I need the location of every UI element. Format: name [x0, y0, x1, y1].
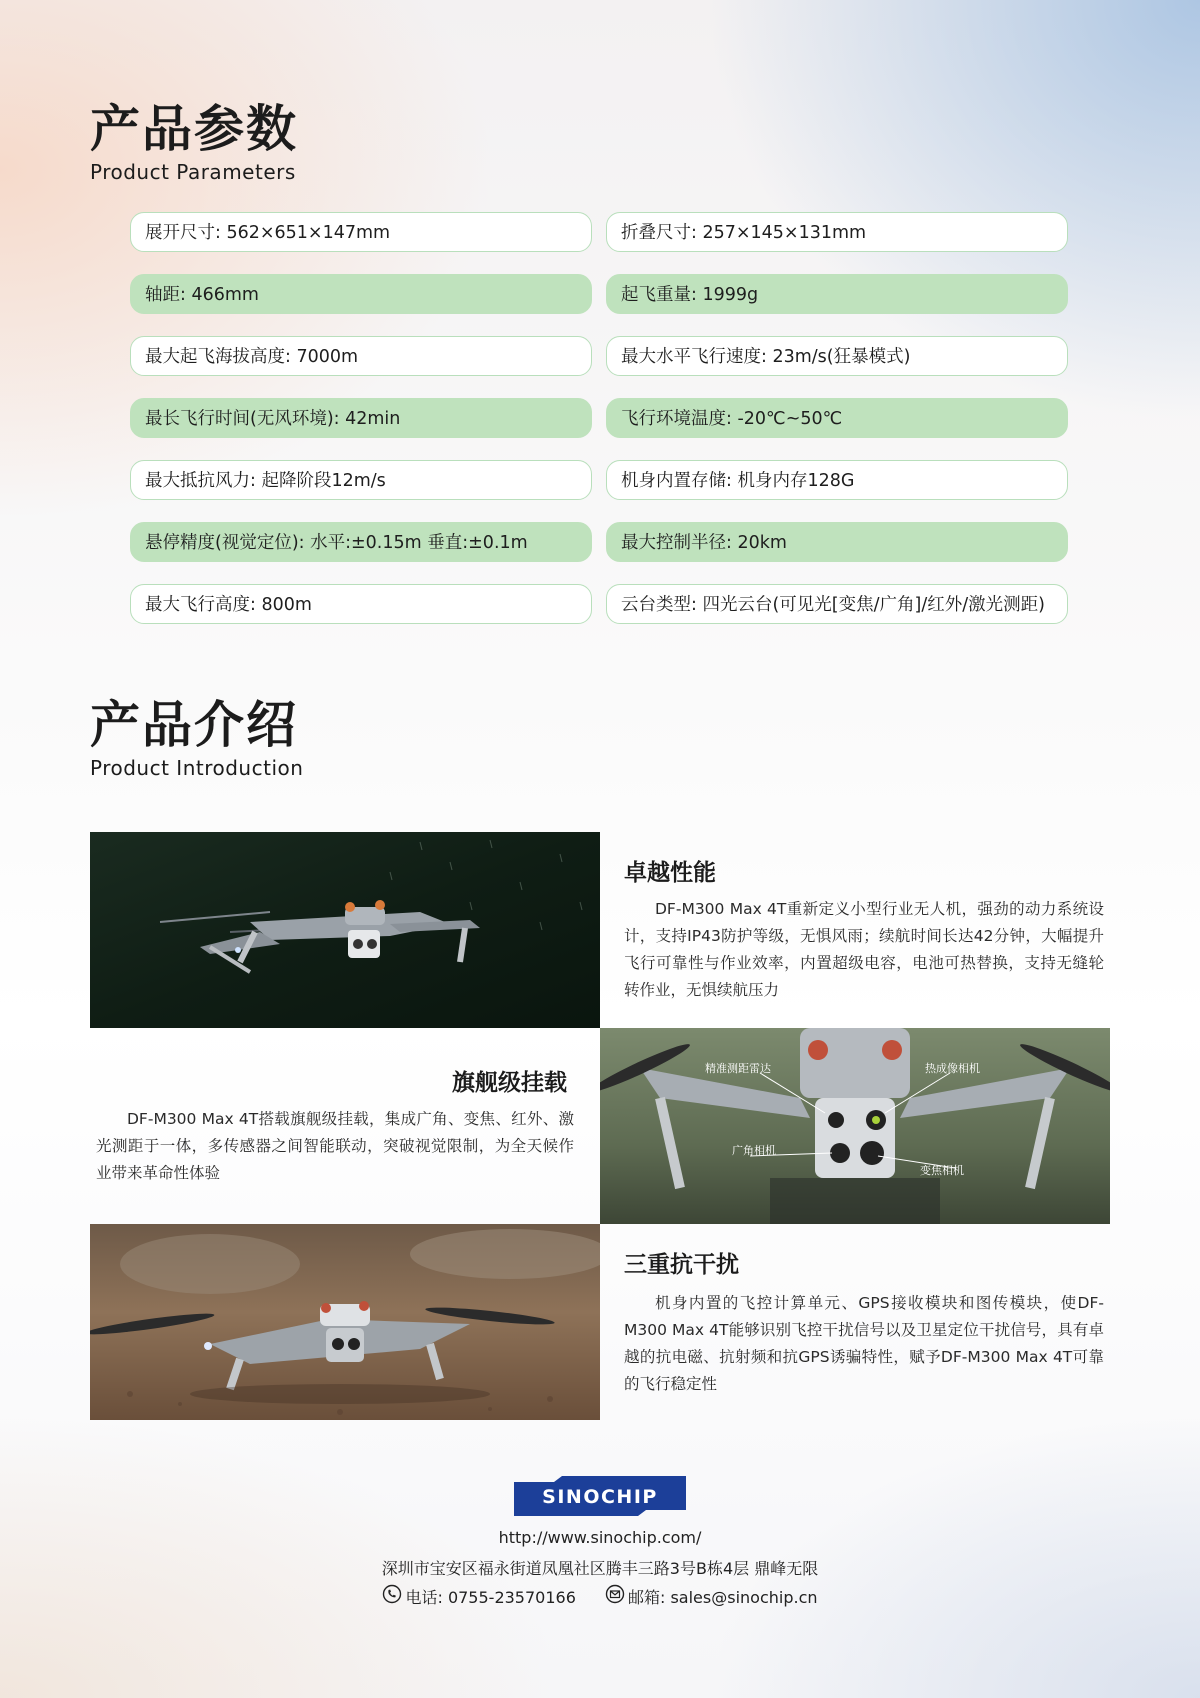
drone-rain-photo [90, 832, 600, 1028]
intro-text-anti-interference: 机身内置的飞控计算单元、GPS接收模块和图传模块，使DF-M300 Max 4T能够识别飞控干扰信号以及卫星定位干扰信号，具有卓越的抗电磁、抗射频和抗GPS诱骗特性，赋予DF-M300 Max 4T可靠的飞行稳定性 [624, 1294, 1104, 1393]
params-subtitle: Product Parameters [90, 160, 296, 184]
email-contact [605, 1584, 818, 1608]
phone-contact [382, 1584, 575, 1608]
website-link[interactable]: http://www.sinochip.com/ [498, 1528, 702, 1547]
param-temperature: 飞行环境温度: -20℃~50℃ [606, 398, 1068, 438]
params-section-header [90, 100, 298, 184]
intro-heading-performance: 卓越性能 [624, 860, 716, 886]
param-max-speed: 最大水平飞行速度: 23m/s(狂暴模式) [606, 336, 1068, 376]
phone-icon [382, 1584, 402, 1608]
param-gimbal-type: 云台类型: 四光云台(可见光[变焦/广角]/红外/激光测距) [606, 584, 1068, 624]
company-logo [514, 1476, 686, 1516]
label-thermal: 热成像相机 [925, 1062, 980, 1075]
intro-text-performance: DF-M300 Max 4T重新定义小型行业无人机，强劲的动力系统设计，支持IP43防护等级，无惧风雨；续航时间长达42分钟，大幅提升飞行可靠性与作业效率，内置超级电容，电池可热替换，支持无缝轮转作业，无惧续航压力 [624, 900, 1104, 999]
param-folded-size: 折叠尺寸: 257×145×131mm [606, 212, 1068, 252]
contact-row [0, 1584, 1200, 1608]
param-max-altitude: 最大起飞海拔高度: 7000m [130, 336, 592, 376]
param-expanded-size: 展开尺寸: 562×651×147mm [130, 212, 592, 252]
drone-ground-photo [90, 1224, 600, 1420]
drone-rain-illustration [90, 832, 600, 1028]
intro-heading-anti-interference: 三重抗干扰 [624, 1252, 739, 1278]
gimbal-closeup-illustration [600, 1028, 1110, 1224]
logo-text: SINOCHIP [542, 1486, 658, 1508]
param-wheelbase: 轴距: 466mm [130, 274, 592, 314]
param-hover-accuracy: 悬停精度(视觉定位): 水平:±0.15m 垂直:±0.1m [130, 522, 592, 562]
param-wind-resistance: 最大抵抗风力: 起降阶段12m/s [130, 460, 592, 500]
label-wide: 广角相机 [732, 1144, 776, 1157]
intro-section-header [90, 696, 304, 780]
label-radar: 精准测距雷达 [705, 1062, 771, 1075]
param-flight-time: 最长飞行时间(无风环境): 42min [130, 398, 592, 438]
param-max-height: 最大飞行高度: 800m [130, 584, 592, 624]
label-zoom: 变焦相机 [920, 1164, 964, 1177]
intro-text-payload: DF-M300 Max 4T搭载旗舰级挂载，集成广角、变焦、红外、激光测距于一体，多传感器之间智能联动，突破视觉限制，为全天候作业带来革命性体验 [96, 1110, 574, 1182]
email-address[interactable]: 邮箱: sales@sinochip.cn [627, 1587, 818, 1607]
mail-icon [605, 1584, 625, 1608]
company-address: 深圳市宝安区福永街道凤凰社区腾丰三路3号B栋4层 鼎峰无限 [381, 1559, 819, 1578]
param-control-radius: 最大控制半径: 20km [606, 522, 1068, 562]
phone-number: 电话: 0755-23570166 [405, 1587, 576, 1607]
drone-ground-illustration [90, 1224, 600, 1420]
intro-title: 产品介绍 [90, 696, 298, 754]
gimbal-closeup-photo [600, 1028, 1110, 1224]
intro-heading-payload: 旗舰级挂载 [452, 1070, 567, 1096]
params-title: 产品参数 [90, 100, 298, 158]
param-storage: 机身内置存储: 机身内存128G [606, 460, 1068, 500]
sinochip-logo-mark [514, 1476, 686, 1516]
param-takeoff-weight: 起飞重量: 1999g [606, 274, 1068, 314]
intro-subtitle: Product Introduction [90, 756, 304, 780]
